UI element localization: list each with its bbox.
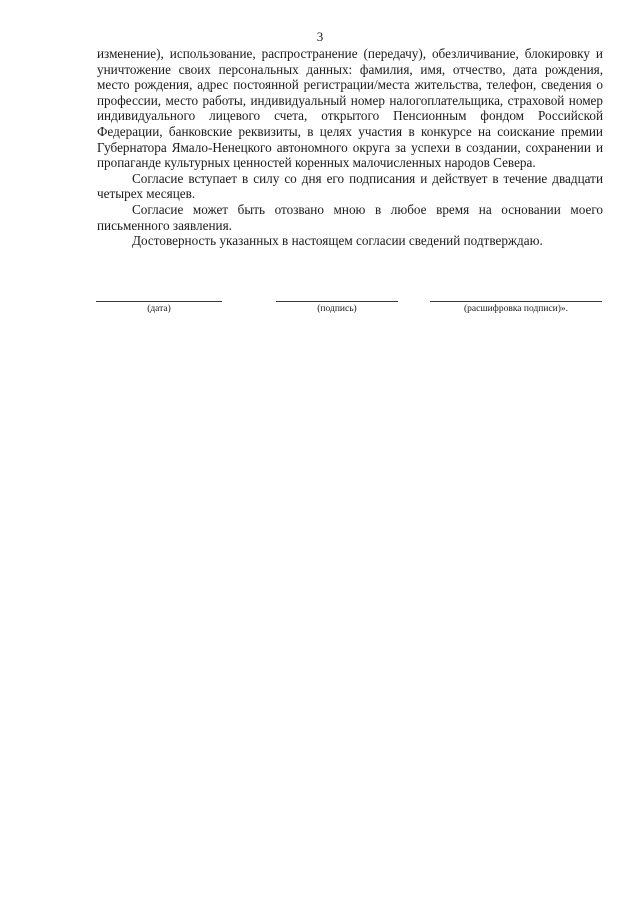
name-decoding-caption: (расшифровка подписи)».: [463, 304, 569, 314]
page-number: 3: [316, 29, 324, 44]
date-field: [96, 293, 222, 315]
signature-field: [276, 293, 398, 315]
signature-caption: (подпись): [317, 304, 357, 314]
paragraph-personal-data: изменение), использование, распространение (передачу), обезличивание, блокировку и уничтожение своих персональных данных: фамилия, имя, отчество, дата рождения, место рождения, адрес постоянной регистрации/места жительства, телефон, сведения о профессии, место работы, индивидуальный номер налогоплательщика, страховой номер индивидуального лицевого счета, открытого Пенсионным фондом Российской Федерации, банковские реквизиты, в целях участия в конкурсе на соискание премии Губернатора Ямало-Ненецкого автономного округа за успехи в создании, сохранении и пропаганде культурных ценностей коренных малочисленных народов Севера.: [97, 46, 603, 171]
date-line: [96, 293, 222, 302]
paragraph-consent-revocation: Согласие может быть отозвано мною в любое время на основании моего письменного заявления.: [97, 201, 603, 233]
name-decoding-line: [430, 293, 602, 302]
signature-block: [0, 293, 640, 323]
document-body: [97, 46, 603, 249]
signature-line: [276, 293, 398, 302]
date-caption: (дата): [147, 304, 171, 314]
paragraph-confirmation: Достоверность указанных в настоящем согласии сведений подтверждаю.: [132, 233, 543, 249]
paragraph-consent-validity: Согласие вступает в силу со дня его подписания и действует в течение двадцати четырех месяцев.: [97, 170, 603, 202]
name-decoding-field: [430, 293, 602, 315]
